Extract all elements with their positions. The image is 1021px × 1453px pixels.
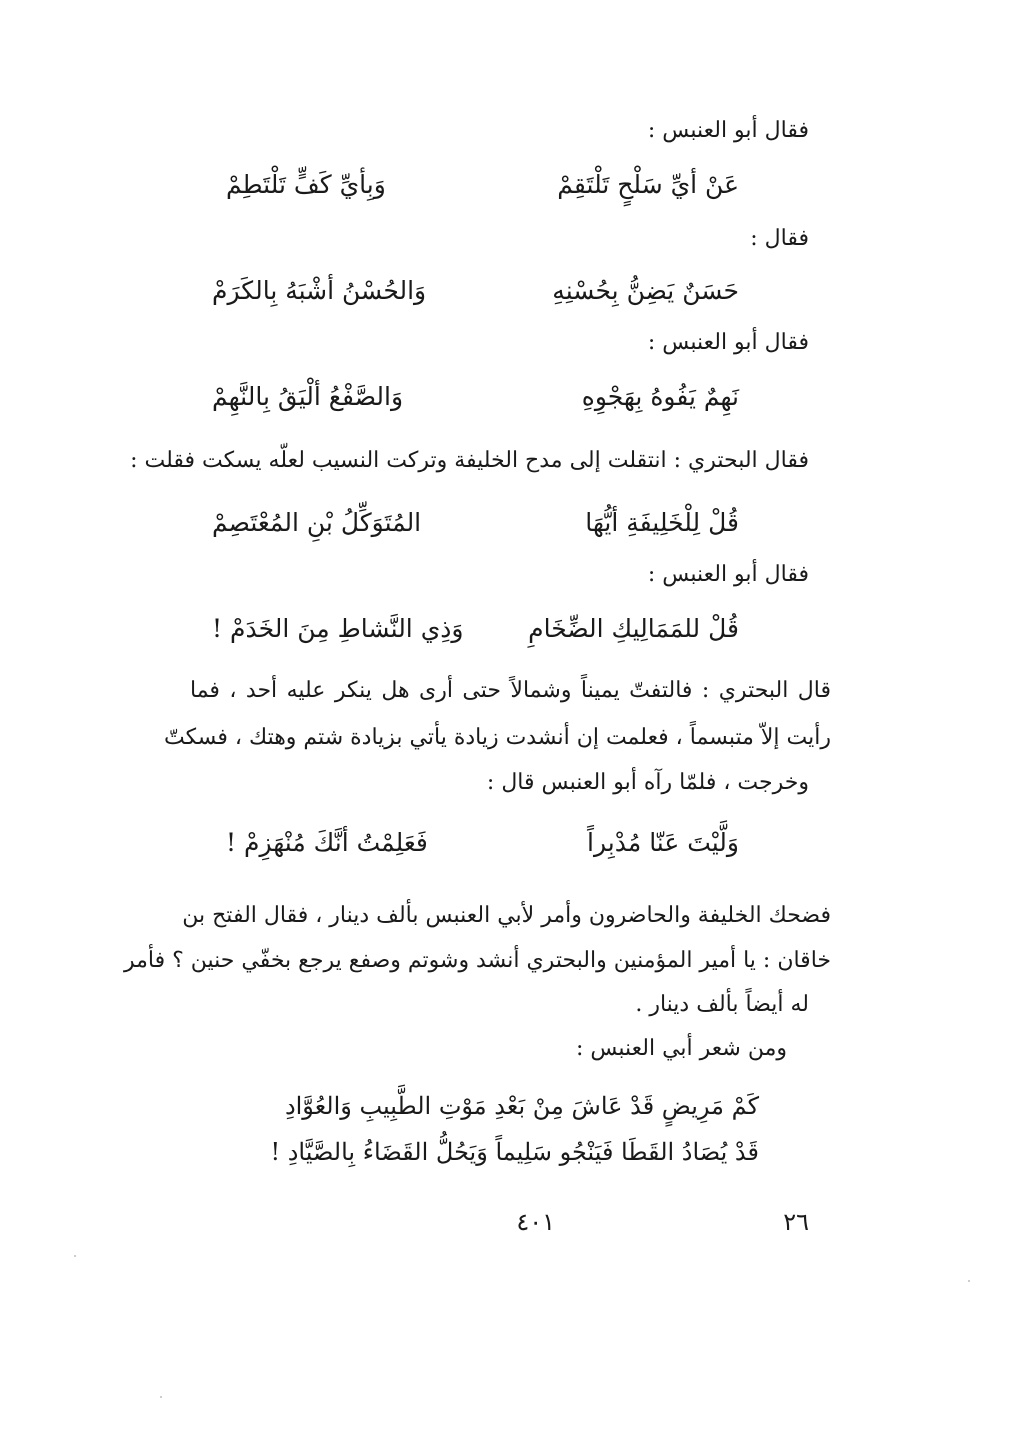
verse-hemistich-first: حَسَنٌ يَضِنُّ بِحُسْنِهِ — [552, 276, 739, 305]
verse-hemistich-second: المُتَوَكِّلُ بْنِ المُعْتَصِمْ — [212, 508, 422, 537]
signature-mark: ٢٦ — [783, 1208, 809, 1236]
paper-speck — [74, 1255, 76, 1257]
page-number: ٤٠١ — [516, 1208, 555, 1236]
paragraph-line: فضحك الخليفة والحاضرون وأمر لأبي العنبس بألف دينار ، فقال الفتح بن — [182, 903, 831, 928]
verse-line — [226, 172, 739, 197]
verse-hemistich-second: وَالصَّفْعُ ألْيَقُ بِالنَّهِمْ — [212, 382, 404, 411]
verse-line — [212, 278, 739, 303]
paragraph-line: قال البحتري : فالتفتّ يميناً وشمالاً حتى أرى هل ينكر عليه أحد ، فما — [190, 678, 831, 703]
verse-hemistich-second: وَذِي النَّشاطِ مِنَ الخَدَمْ ! — [212, 614, 464, 643]
prose-line: فقال أبو العنبس : — [647, 118, 809, 143]
prose-line: فقال أبو العنبس : — [647, 562, 809, 587]
verse-hemistich-second: وَبِأيِّ كَفٍّ تَلْتَطِمْ — [226, 170, 386, 199]
paper-speck — [160, 1396, 162, 1398]
verse-line — [226, 830, 739, 855]
verse-line — [212, 384, 739, 409]
prose-line: فقال أبو العنبس : — [647, 330, 809, 355]
verse-line — [212, 510, 739, 535]
prose-line: فقال البحتري : انتقلت إلى مدح الخليفة وتركت النسيب لعلّه يسكت فقلت : — [130, 448, 809, 473]
verse-hemistich-first: قُلْ لِلْخَلِيفَةِ أيُّهَا — [585, 508, 739, 537]
verse-hemistich-first: عَنْ أيِّ سَلْحٍ تَلْتَقِمْ — [557, 170, 739, 199]
verse-hemistich-second: وَالحُسْنُ أشْبَهُ بِالكَرَمْ — [212, 276, 427, 305]
verse-hemistich-first: قُلْ للمَمَالِيكِ الضِّخَامِ — [528, 614, 739, 643]
verse-line — [212, 616, 739, 641]
verse-line: قَدْ يُصَادُ القَطَا فَيَنْجُو سَلِيماً وَيَحُلُّ القَضَاءُ بِالصَّيَّادِ ! — [270, 1138, 759, 1166]
verse-hemistich-first: نَهِمٌ يَفُوهُ بِهَجْوِهِ — [581, 382, 739, 411]
paragraph-line: وخرجت ، فلمّا رآه أبو العنبس قال : — [486, 770, 809, 795]
paragraph-line: خاقان : يا أمير المؤمنين والبحتري أنشد وشوتم وصفع يرجع بخفّي حنين ؟ فأمر — [123, 948, 831, 973]
verse-hemistich-first: وَلَّيْتَ عَنّا مُدْبِراً — [587, 828, 739, 857]
prose-line: فقال : — [750, 226, 809, 251]
paragraph-line: رأيت إلاّ متبسماً ، فعلمت إن أنشدت زيادة يأتي بزيادة شتم وهتك ، فسكتّ — [164, 725, 831, 750]
verse-hemistich-second: فَعَلِمْتُ أنَّكَ مُنْهَزِمْ ! — [226, 828, 428, 857]
paper-speck — [968, 1280, 970, 1282]
verse-line: كَمْ مَرِيضٍ قَدْ عَاشَ مِنْ بَعْدِ مَوْتِ الطَّبِيبِ وَالعُوَّادِ — [284, 1092, 759, 1120]
paragraph-line: له أيضاً بألف دينار . — [635, 992, 809, 1017]
prose-line: ومن شعر أبي العنبس : — [575, 1036, 787, 1061]
